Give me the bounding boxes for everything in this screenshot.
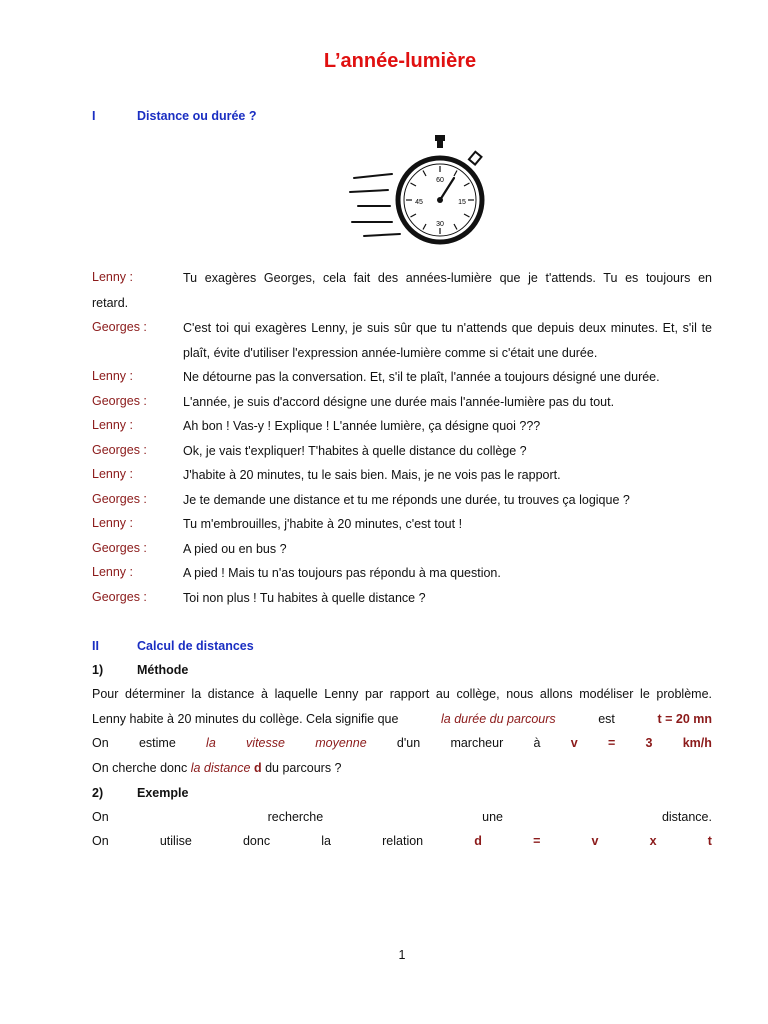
word: km/h xyxy=(682,736,712,750)
subsection-2-number: 2) xyxy=(92,786,104,800)
methode-text: On cherche donc xyxy=(92,761,188,775)
word: vitesse xyxy=(246,736,285,750)
word: On xyxy=(92,736,109,750)
word: à xyxy=(533,736,541,750)
word: 3 xyxy=(645,736,653,750)
word: On xyxy=(92,810,109,824)
formula-equals: = xyxy=(533,834,541,848)
dialogue-line: A pied ou en bus ? xyxy=(183,542,287,556)
word: = xyxy=(607,736,616,750)
methode-text: Lenny habite à 20 minutes du collège. Cela signifie que xyxy=(92,712,399,726)
dialogue-line: Toi non plus ! Tu habites à quelle distance ? xyxy=(183,591,426,605)
dialogue-line: J'habite à 20 minutes, tu le sais bien. Mais, je ne vois pas le rapport. xyxy=(183,468,561,482)
speaker-label: Georges : xyxy=(92,443,147,457)
subsection-2-title: Exemple xyxy=(137,786,189,800)
subsection-1-title: Méthode xyxy=(137,663,189,677)
methode-distance-term: la distance xyxy=(190,761,251,775)
page-title: L’année-lumière xyxy=(323,50,477,72)
word: la xyxy=(206,736,216,750)
dialogue-line: Ok, je vais t'expliquer! T'habites à quelle distance du collège ? xyxy=(183,444,527,458)
subsection-1-number: 1) xyxy=(92,663,104,677)
word: une xyxy=(482,810,504,824)
methode-paragraph-3 xyxy=(92,736,712,750)
speaker-label: Lenny : xyxy=(92,270,134,284)
section-1-number: I xyxy=(92,109,96,123)
methode-distance-symbol: d xyxy=(253,761,262,775)
dial-label-15: 15 xyxy=(458,199,466,206)
formula-d: d xyxy=(474,834,482,848)
dial-label-30: 30 xyxy=(436,221,444,228)
speaker-label: Lenny : xyxy=(92,516,134,530)
formula-v: v xyxy=(591,834,599,848)
methode-paragraph-4 xyxy=(92,761,712,775)
speaker-label: Georges : xyxy=(92,590,147,604)
dialogue-line: L'année, je suis d'accord désigne une durée mais l'année-lumière pas du tout. xyxy=(183,395,615,409)
methode-paragraph-2 xyxy=(92,712,712,726)
exemple-line-1 xyxy=(92,810,712,824)
formula-times: x xyxy=(649,834,657,848)
word: d'un xyxy=(396,736,421,750)
dialogue-line: retard. xyxy=(92,296,129,310)
speaker-label: Lenny : xyxy=(92,467,134,481)
word: distance. xyxy=(661,810,712,824)
word: v xyxy=(570,736,578,750)
methode-paragraph-1: Pour déterminer la distance à laquelle Lenny par rapport au collège, nous allons modéliser le problème. xyxy=(92,687,712,701)
methode-duree-term: la durée du parcours xyxy=(441,712,556,726)
word: On xyxy=(92,834,109,848)
exemple-line-2 xyxy=(92,834,712,848)
dialogue-line: A pied ! Mais tu n'as toujours pas répondu à ma question. xyxy=(183,566,501,580)
word: relation xyxy=(382,834,424,848)
speaker-label: Lenny : xyxy=(92,565,134,579)
word: estime xyxy=(138,736,176,750)
dialogue-line: Tu m'embrouilles, j'habite à 20 minutes, c'est tout ! xyxy=(183,517,463,531)
speaker-label: Georges : xyxy=(92,320,147,334)
word: moyenne xyxy=(315,736,367,750)
word: la xyxy=(321,834,331,848)
stopwatch-illustration xyxy=(344,130,494,250)
dialogue-line: Ah bon ! Vas-y ! Explique ! L'année lumière, ça désigne quoi ??? xyxy=(183,419,541,433)
speaker-label: Georges : xyxy=(92,541,147,555)
section-1-title: Distance ou durée ? xyxy=(137,109,257,123)
methode-text: du parcours ? xyxy=(265,761,342,775)
speaker-label: Georges : xyxy=(92,394,147,408)
dialogue-line: C'est toi qui exagères Lenny, je suis sûr que tu n'attends que depuis deux minutes. Et, s'il te xyxy=(183,321,712,335)
section-2-number: II xyxy=(92,639,99,653)
dialogue-line: plaît, évite d'utiliser l'expression année-lumière comme si c'était une durée. xyxy=(183,346,598,360)
speaker-label: Lenny : xyxy=(92,369,134,383)
methode-duree-value: t = 20 mn xyxy=(657,712,712,726)
methode-text: est xyxy=(598,712,615,726)
section-2-title: Calcul de distances xyxy=(137,639,254,653)
dial-label-45: 45 xyxy=(415,199,423,206)
dialogue-line: Tu exagères Georges, cela fait des années-lumière que je t'attends. Tu es toujours en xyxy=(183,271,712,285)
speaker-label: Georges : xyxy=(92,492,147,506)
word: marcheur xyxy=(450,736,504,750)
word: donc xyxy=(242,834,271,848)
page-number: 1 xyxy=(398,948,406,962)
formula-t: t xyxy=(707,834,712,848)
speaker-label: Lenny : xyxy=(92,418,134,432)
dialogue-line: Je te demande une distance et tu me réponds une durée, tu trouves ça logique ? xyxy=(183,493,630,507)
dialogue-line: Ne détourne pas la conversation. Et, s'il te plaît, l'année a toujours désigné une durée. xyxy=(183,370,660,384)
dial-label-60: 60 xyxy=(436,177,444,184)
word: utilise xyxy=(159,834,192,848)
word: recherche xyxy=(267,810,324,824)
